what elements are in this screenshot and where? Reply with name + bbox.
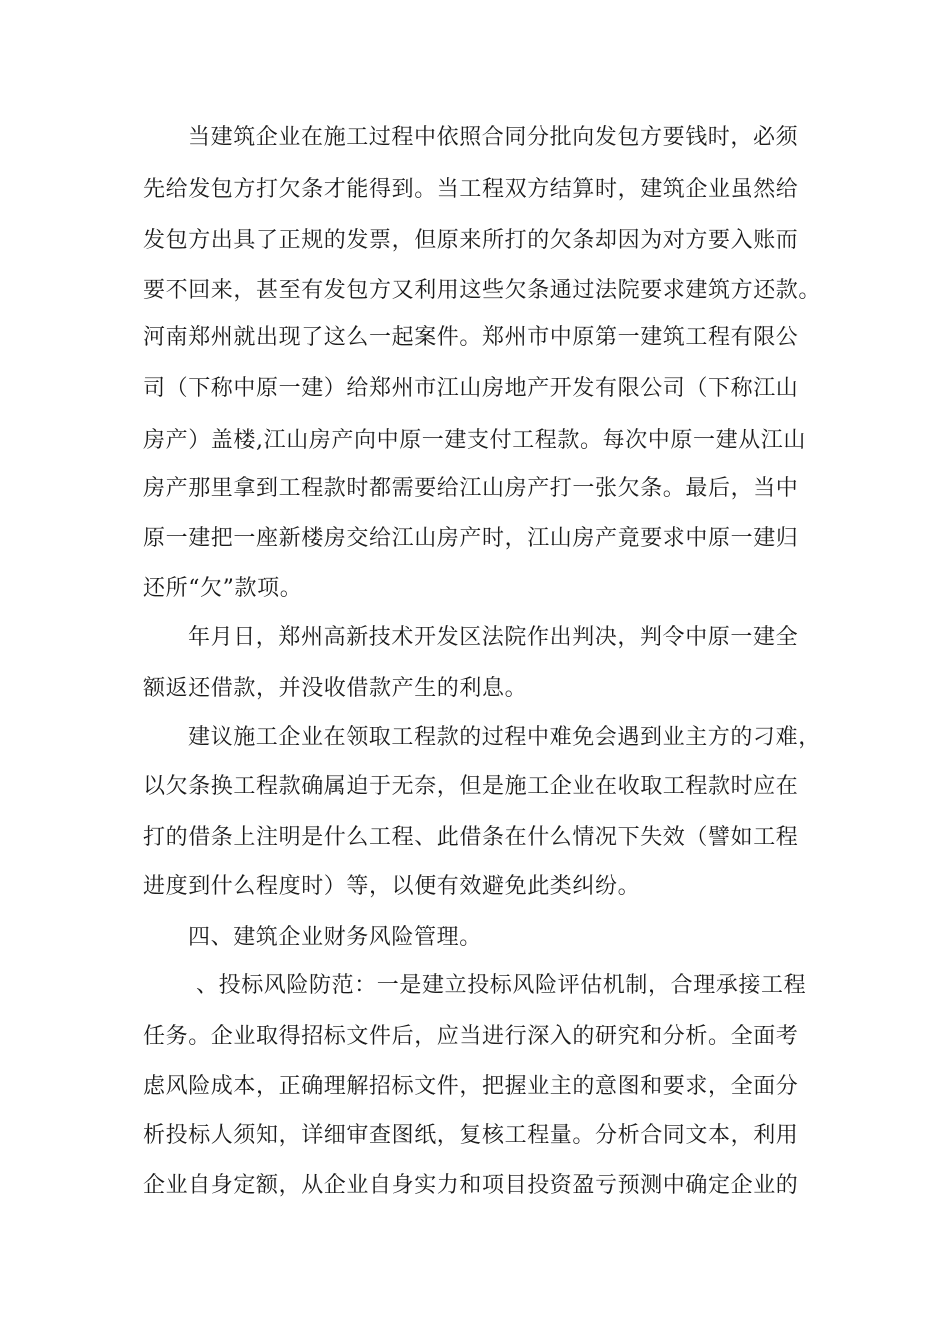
paragraph-1-line: 原一建把一座新楼房交给江山房产时，江山房产竟要求中原一建归 [143,526,799,551]
paragraph-3-line: 进度到什么程度时）等，以便有效避免此类纠纷。 [143,874,641,899]
paragraph-5-line: 、投标风险防范：一是建立投标风险评估机制，合理承接工程 [196,973,807,998]
paragraph-2-line: 年月日，郑州高新技术开发区法院作出判决，判令中原一建全 [188,625,799,650]
paragraph-1-line: 还所“欠”款项。 [143,576,303,601]
paragraph-5-line: 企业自身定额，从企业自身实力和项目投资盈亏预测中确定企业的 [143,1173,799,1198]
paragraph-1-line: 房产那里拿到工程款时都需要给江山房产打一张欠条。最后，当中 [143,476,799,501]
paragraph-1-line: 河南郑州就出现了这么一起案件。郑州市中原第一建筑工程有限公 [143,325,799,350]
paragraph-1-line: 要不回来，甚至有发包方又利用这些欠条通过法院要求建筑方还款。 [143,278,822,303]
paragraph-3-line: 以欠条换工程款确属迫于无奈，但是施工企业在收取工程款时应在 [143,774,799,799]
paragraph-5-line: 虑风险成本，正确理解招标文件，把握业主的意图和要求，全面分 [143,1074,799,1099]
paragraph-2-line: 额返还借款，并没收借款产生的利息。 [143,676,528,701]
paragraph-1-line: 先给发包方打欠条才能得到。当工程双方结算时，建筑企业虽然给 [143,177,799,202]
section-heading: 四、建筑企业财务风险管理。 [188,925,482,950]
paragraph-3-line: 建议施工企业在领取工程款的过程中难免会遇到业主方的刁难， [188,725,821,750]
paragraph-1-line: 发包方出具了正规的发票，但原来所打的欠条却因为对方要入账而 [143,228,799,253]
paragraph-3-line: 打的借条上注明是什么工程、此借条在什么情况下失效（譬如工程 [143,825,799,850]
paragraph-1-line: 当建筑企业在施工过程中依照合同分批向发包方要钱时，必须 [188,125,799,150]
paragraph-1-line: 房产）盖楼,江山房产向中原一建支付工程款。每次中原一建从江山 [143,428,806,453]
paragraph-5-line: 任务。企业取得招标文件后，应当进行深入的研究和分析。全面考 [143,1024,799,1049]
paragraph-5-line: 析投标人须知，详细审查图纸，复核工程量。分析合同文本，利用 [143,1123,799,1148]
paragraph-1-line: 司（下称中原一建）给郑州市江山房地产开发有限公司（下称江山 [143,376,799,401]
